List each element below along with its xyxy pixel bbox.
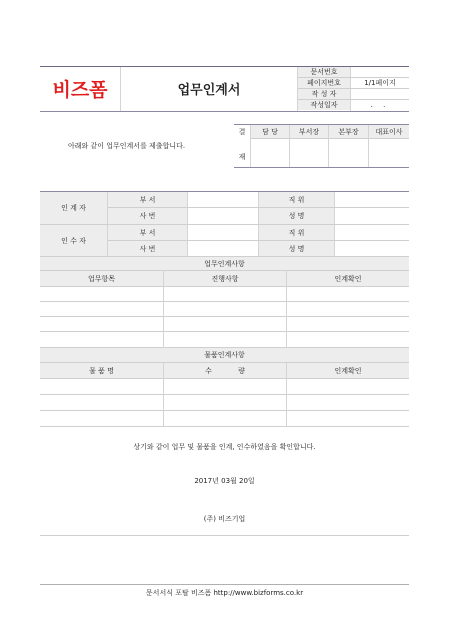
meta-value-page-no: 1/1페이지 (364, 79, 396, 87)
handover-dept-label: 부 서 (108, 192, 187, 207)
takeover-name-label: 성 명 (259, 241, 334, 256)
approval-col-dept-head: 부서장 (290, 125, 328, 138)
page-title: 업무인계서 (177, 82, 241, 98)
takeover-label: 인 수 자 (40, 225, 107, 256)
approval-col-division-head: 본부장 (329, 125, 368, 138)
takeover-dept-label: 부 서 (108, 225, 187, 240)
handover-name-label: 성 명 (259, 208, 334, 224)
items-section-title: 물품인계사항 (40, 348, 409, 362)
meta-label-doc-no: 문서번호 (298, 67, 350, 77)
handover-empno-label: 사 번 (108, 208, 187, 224)
approval-side-top: 결 (234, 125, 250, 138)
approval-col-ceo: 대표이사 (369, 125, 409, 138)
meta-label-author: 작 성 자 (298, 89, 350, 99)
handover-label: 인 계 자 (40, 192, 107, 224)
items-col-quantity: 수 량 (164, 363, 286, 378)
logo: 비즈폼 (52, 78, 108, 101)
confirm-statement: 상기와 같이 업무 및 물품을 인계, 인수하였음을 확인합니다. (133, 443, 316, 451)
meta-label-date: 작성일자 (298, 100, 350, 110)
work-col-progress: 진행사항 (164, 271, 286, 286)
meta-value-doc-no (351, 67, 409, 77)
work-col-confirm: 인계확인 (287, 271, 409, 286)
takeover-position-label: 직 위 (259, 225, 334, 240)
takeover-empno-label: 사 번 (108, 241, 187, 256)
items-col-confirm: 인계확인 (287, 363, 409, 378)
approval-side-bottom: 재 (238, 153, 246, 161)
intro-text: 아래와 같이 업무인계서를 제출합니다. (68, 142, 186, 150)
meta-label-page-no: 페이지번호 (298, 78, 350, 88)
approval-col-staff: 담 당 (251, 125, 289, 138)
meta-value-author (351, 89, 409, 99)
issue-date: 2017년 03월 20일 (194, 477, 255, 485)
items-col-name: 물 품 명 (40, 363, 163, 378)
footer-text: 문서서식 포탈 비즈폼 http://www.bizforms.co.kr (145, 589, 304, 597)
company-name: (주) 비즈기업 (203, 515, 246, 523)
meta-value-date: . . (370, 101, 390, 109)
handover-position-label: 직 위 (259, 192, 334, 207)
work-col-item: 업무항목 (40, 271, 163, 286)
work-section-title: 업무인계사항 (40, 257, 409, 270)
